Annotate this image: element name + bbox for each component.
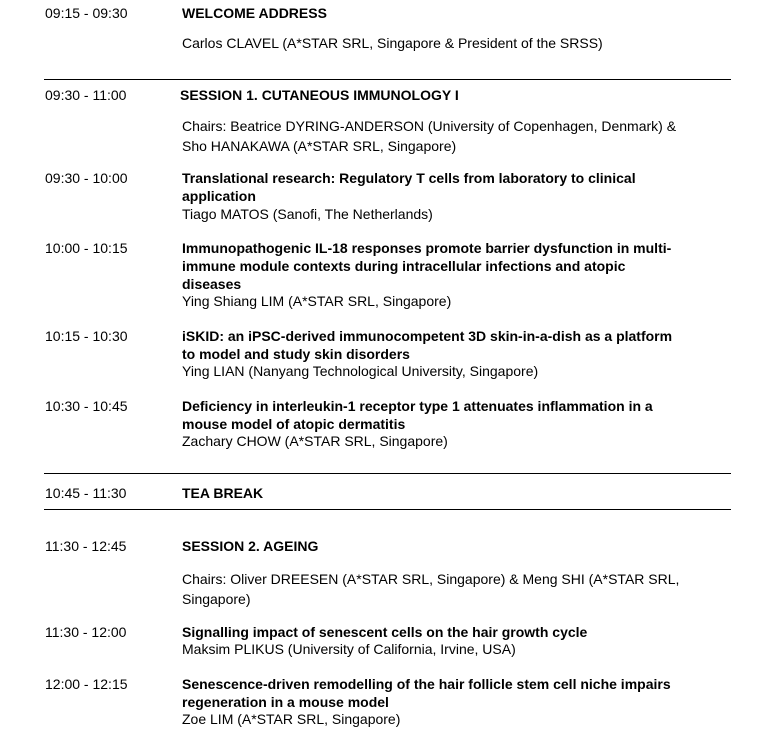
talk-speaker: Zoe LIM (A*STAR SRL, Singapore) (182, 711, 401, 727)
talk-title: Translational research: Regulatory T cells from laboratory to clinical (182, 170, 636, 186)
session2-chairs-line2: Singapore) (182, 591, 251, 607)
session1-chairs-line1: Chairs: Beatrice DYRING-ANDERSON (University of Copenhagen, Denmark) & (182, 118, 677, 134)
talk-speaker: Ying Shiang LIM (A*STAR SRL, Singapore) (182, 293, 452, 309)
talk-time: 10:00 - 10:15 (45, 240, 128, 256)
talk-title: immune module contexts during intracellular infections and atopic (182, 258, 626, 274)
divider (44, 509, 731, 510)
talk-speaker: Tiago MATOS (Sanofi, The Netherlands) (182, 206, 433, 222)
talk-title: regeneration in a mouse model (182, 694, 389, 710)
session1-chairs-line2: Sho HANAKAWA (A*STAR SRL, Singapore) (182, 138, 457, 154)
divider (44, 473, 731, 474)
talk-title: Deficiency in interleukin-1 receptor type 1 attenuates inflammation in a (182, 398, 653, 414)
talk-time: 12:00 - 12:15 (45, 676, 128, 692)
welcome-time: 09:15 - 09:30 (45, 5, 128, 21)
talk-title: Senescence-driven remodelling of the hair follicle stem cell niche impairs (182, 676, 671, 692)
session1-title: SESSION 1. CUTANEOUS IMMUNOLOGY I (180, 87, 459, 103)
talk-title: to model and study skin disorders (182, 346, 410, 362)
tea-break-time: 10:45 - 11:30 (45, 485, 127, 501)
talk-title: mouse model of atopic dermatitis (182, 416, 406, 432)
talk-time: 10:15 - 10:30 (45, 328, 128, 344)
talk-title: application (182, 188, 256, 204)
talk-title: Immunopathogenic IL-18 responses promote barrier dysfunction in multi- (182, 240, 672, 256)
tea-break-title: TEA BREAK (182, 485, 264, 501)
talk-time: 11:30 - 12:00 (45, 624, 127, 640)
talk-title: iSKID: an iPSC-derived immunocompetent 3D skin-in-a-dish as a platform (182, 328, 673, 344)
session1-time: 09:30 - 11:00 (45, 87, 127, 103)
talk-time: 10:30 - 10:45 (45, 398, 128, 414)
talk-time: 09:30 - 10:00 (45, 170, 128, 186)
talk-title: Signalling impact of senescent cells on the hair growth cycle (182, 624, 588, 640)
session2-title: SESSION 2. AGEING (182, 538, 319, 554)
talk-speaker: Zachary CHOW (A*STAR SRL, Singapore) (182, 433, 448, 449)
talk-speaker: Ying LIAN (Nanyang Technological University, Singapore) (182, 363, 539, 379)
session2-chairs-line1: Chairs: Oliver DREESEN (A*STAR SRL, Singapore) & Meng SHI (A*STAR SRL, (182, 571, 680, 587)
divider (44, 79, 731, 80)
talk-title: diseases (182, 276, 242, 292)
welcome-speaker: Carlos CLAVEL (A*STAR SRL, Singapore & President of the SRSS) (182, 35, 603, 51)
talk-speaker: Maksim PLIKUS (University of California, Irvine, USA) (182, 641, 516, 657)
session2-time: 11:30 - 12:45 (45, 538, 127, 554)
welcome-title: WELCOME ADDRESS (182, 5, 327, 21)
